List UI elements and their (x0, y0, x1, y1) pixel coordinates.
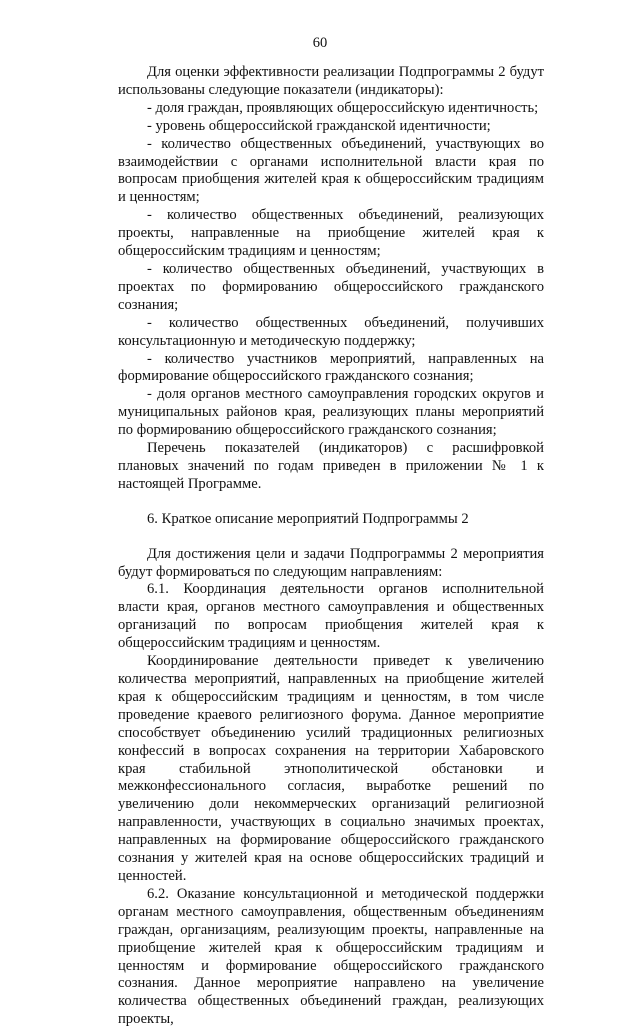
paragraph-coordination: Координирование деятельности приведет к увеличению количества мероприятий, направленных на приобщение жителей края к общероссийским традициям и ценностям, в том числе проведение краевого религиозного форума. Данное мероприятие способствует объединению усилий традиционных религиозных конфессий в вопросах сохранения на территории Хабаровского края стабильной этнополитической обстановки и межконфессионального согласия, выработке решений по увеличению доли некоммерческих организаций религиозной направленности, участвующих в социально значимых проектах, направленных на формирование общероссийского гражданского сознания у жителей края на основе общероссийских традиций и ценностей. (118, 653, 544, 884)
list-item-indicator: - количество участников мероприятий, направленных на формирование общероссийского гражданского сознания; (118, 350, 544, 385)
list-item-indicator: - уровень общероссийской гражданской идентичности; (147, 117, 491, 134)
list-item-indicator: - количество общественных объединений, участвующих во взаимодействии с органами исполнительной власти края по вопросам приобщения жителей края к общероссийским традициям и ценностям; (118, 135, 544, 206)
section-heading: 6. Краткое описание мероприятий Подпрограммы 2 (147, 510, 469, 527)
document-body (118, 64, 544, 1029)
list-item-indicator: - количество общественных объединений, участвующих в проектах по формированию общероссийского гражданского сознания; (118, 260, 544, 313)
list-item-indicator: - количество общественных объединений, получивших консультационную и методическую поддержку; (118, 314, 544, 349)
paragraph-6-1: 6.1. Координация деятельности органов исполнительной власти края, органов местного самоуправления и общественных организаций по вопросам приобщения жителей края к общероссийским традициям и ценностям. (118, 581, 544, 652)
paragraph-indicators-reference: Перечень показателей (индикаторов) с расшифровкой плановых значений по годам приведен в приложении № 1 к настоящей Программе. (118, 440, 544, 492)
list-item-indicator: - доля граждан, проявляющих общероссийскую идентичность; (147, 99, 539, 116)
paragraph-directions-intro: Для достижения цели и задачи Подпрограммы 2 мероприятия будут формироваться по следующим направлениям: (118, 545, 544, 580)
list-item-indicator: - доля органов местного самоуправления городских округов и муниципальных районов края, реализующих планы мероприятий по формированию общероссийского гражданского сознания; (118, 386, 544, 439)
paragraph-6-2: 6.2. Оказание консультационной и методической поддержки органам местного самоуправления, общественным объединениям граждан, организациям, реализующим проекты, направленные на приобщение жителей края к общероссийским традициям и ценностям и формирование общероссийского гражданского сознания. Данное мероприятие направлено на увеличение количества общественных объединений граждан, реализующих проекты, (118, 885, 544, 1028)
list-item-indicator: - количество общественных объединений, реализующих проекты, направленные на приобщение жителей края к общероссийским традициям и ценностям; (118, 207, 544, 260)
paragraph-indicators-intro: Для оценки эффективности реализации Подпрограммы 2 будут использованы следующие показатели (индикаторы): (118, 64, 544, 98)
page-number: 60 (312, 35, 328, 51)
